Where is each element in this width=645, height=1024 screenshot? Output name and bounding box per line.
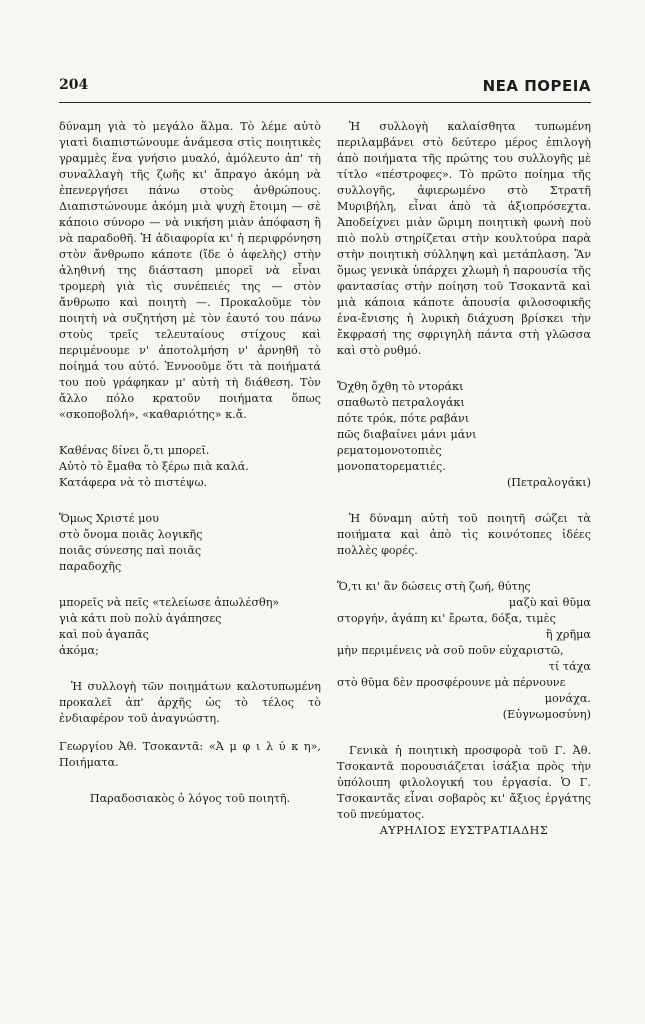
verse-line: τί τάχα <box>548 660 591 673</box>
verse-title-eugnomosyni: (Εὐγνωμοσύνη) <box>502 708 591 721</box>
left-paragraph-1: δύναμη γιὰ τὸ μεγάλο ἅλμα. Τὸ λέμε αὐτὸ γιατὶ διαπιστώνουμε ἀνάμεσα στὶς ποιητικὲς γραμμὲς ἕνα γνήσιο μυαλό, ἀμόλευτο ἀπ' τὴ συναλλαγὴ τῆς ζωῆς κι' ἄπραγο ἀκόμη νὰ ἐπενεργήσει πάνω στοὺς ἀνθρώπους. Διαπιστώνουμε ἀκόμη μιὰ ψυχὴ ἕτοιμη — σὲ κάποιο σύνορο — νὰ νικήση μιὰν ἀπόφαση ἢ νὰ παραδοθῆ. Ἡ ἀδιαφορία κι' ἡ περιφρόνηση στὸν ἄνθρωπο κάποτε (ἴδε ὁ ἀφελὴς) στὴν ἀληθινή της διάσταση μπορεῖ νὰ εἶναι τρομερὴ γιὰ τὶς συνέπειές της — στὸν ἄνθρωπο καὶ ποιητὴ —. Προκαλοῦμε τὸν ποιητὴ νὰ συζητήση μὲ τὸν ἑαυτό του πάνω στοὺς τρεῖς τελευταίους στίχους καὶ περιμένουμε ν' ἀποτολμήση ν' ἀρνηθῆ τὸ ποίημά του αὐτό. Ἐννοοῦμε ὅτι τὰ ποιήματά του ποὺ γράφηκαν μ' αὐτὴ τὴ διάθεση. Τὸν ἄλλο πόλο κρατοῦν ποιήματα ὅπως «σκοποβολή», «καθαριότης» κ.ἄ. <box>59 120 321 421</box>
verse-line: ἢ χρῆμα <box>545 628 591 641</box>
book-citation: Γεωργίου Ἀθ. Τσοκαντᾶ: «Ἀ μ φ ι λ ύ κ η», Ποιήματα. <box>59 740 321 769</box>
left-verse-1: Καθένας δίνει ὅ,τι μπορεῖ. Αὐτὸ τὸ ἔμαθα τὸ ξέρω πιὰ καλά. Κατάφερα νὰ τὸ πιστέψω. <box>59 444 249 489</box>
verse-title-petralogaki: (Πετραλογάκι) <box>506 476 591 489</box>
right-verse-2 <box>337 579 591 707</box>
left-paragraph-2: Ἡ συλλογὴ τῶν ποιημάτων καλοτυπωμένη προκαλεῖ ἀπ' ἀρχῆς ὡς τὸ τέλος τὸ ἐνδιαφέρον τοῦ ἀναγνώστη. <box>59 680 321 725</box>
author-signature: ΑΥΡΗΛΙΟΣ ΕΥΣΤΡΑΤΙΑΔΗΣ <box>379 824 549 837</box>
left-verse-3: μπορεῖς νὰ πεῖς «τελείωσε ἀπωλέσθη» γιὰ κάτι ποὺ πολὺ ἀγάπησες καὶ ποὺ ἀγαπᾶς ἀκόμα; <box>59 596 280 657</box>
right-paragraph-1: Ἡ συλλογὴ καλαίσθητα τυπωμένη περιλαμβάνει στὸ δεύτερο μέρος ἐπιλογὴ ἀπὸ ποιήματα τῆς πρώτης του συλλογῆς μὲ τίτλο «πέστροφες». Τὸ πρῶτο ποίημα τῆς συλλογῆς, ἀφιερωμένο στὸ Στρατῆ Μυριβήλη, εἶναι ἀπὸ τὰ ἀξιοπρόσεχτα. Ἀποδείχνει μιὰν ὥριμη ποιητικὴ φωνὴ ποὺ πιὸ πολὺ στηρίζεται στὴν κουλτούρα παρὰ στὴν ποιητικὴ σύλληψη καὶ μετάπλαση. Ἂν ὅμως γενικὰ ὑπάρχει χλωμὴ ἡ παρουσία τῆς φαντασίας στὴν ποίηση τοῦ Τσοκαντᾶ καὶ μιὰ κάποια κάποτε ἀπουσία φιλοσοφικῆς ἐνα-ἔνισης ἡ λυρικὴ διάχυση βρίσκει τὴν ἔκφρασή της σφριγηλὴ πάντα στὴ γλῶσσα καὶ στὸ ρυθμό. <box>337 120 591 357</box>
left-verse-2: Ὅμως Χριστέ μου στὸ ὄνομα ποιᾶς λογικῆς ποιᾶς σύνεσης παὶ ποιᾶς παραδοχῆς <box>59 512 203 573</box>
right-paragraph-2: Ἡ δύναμη αὐτὴ τοῦ ποιητῆ σώζει τὰ ποιήματα καὶ ἀπὸ τὶς κοινότοπες ἰδέες πολλὲς φορές. <box>337 512 591 557</box>
header-rule <box>59 102 591 103</box>
right-verse-1: Ὄχθη ὄχθη τὸ ντοράκι σπαθωτὸ πετραλογάκι πότε τρόκ, πότε ραβάνι πῶς διαβαίνει μάνι μάνι ρεματομονοτοπιὲς μονοπατορεματιές. <box>337 380 477 473</box>
verse-line: μαζὺ καὶ θῦμα <box>508 596 591 609</box>
right-column <box>337 119 591 839</box>
right-paragraph-3: Γενικὰ ἡ ποιητικὴ προσφορὰ τοῦ Γ. Ἀθ. Τσοκαντᾶ πορουσιάζεται ἰσάξια πρὸς τὴν ὑπόλοιπη φιλολογική του ἐργασία. Ὁ Γ. Τσοκαντᾶς εἶναι σοβαρὸς κι' ἄξιος ἐργάτης τοῦ πνεύματος. <box>337 744 591 821</box>
left-column <box>59 119 321 807</box>
verse-line: Ὅ,τι κι' ἂν δώσεις στὴ ζωή, θύτης <box>337 580 531 593</box>
verse-line: στοργήν, ἀγάπη κι' ἔρωτα, δόξα, τιμὲς <box>337 612 556 625</box>
review-heading: Παραδοσιακὸς ὁ λόγος τοῦ ποιητῆ. <box>89 792 291 805</box>
verse-line: μὴν περιμένεις νὰ σοῦ ποῦν εὐχαριστῶ, <box>337 644 564 657</box>
page-number: 204 <box>59 77 89 93</box>
journal-title: ΝΕΑ ΠΟΡΕΙΑ <box>482 77 591 95</box>
verse-line: μονάχα. <box>544 692 591 705</box>
verse-line: στὸ θῦμα δὲν προσφέρουνε μὰ πέρνουνε <box>337 676 566 689</box>
